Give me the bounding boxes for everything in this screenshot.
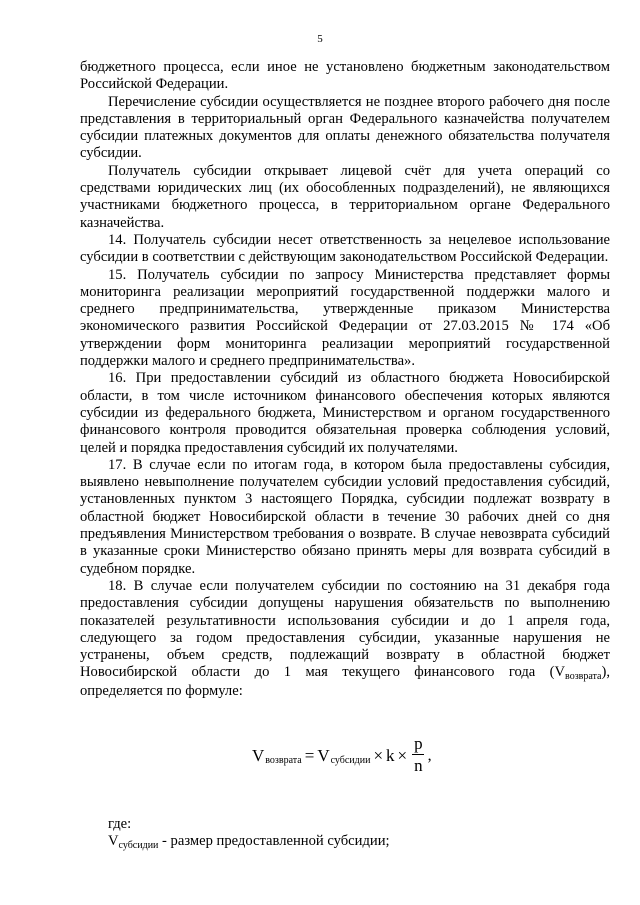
page-number: 5 — [317, 33, 323, 45]
formula-equals: = — [304, 746, 315, 766]
paragraph-transfer: Перечисление субсидии осуществляется не позднее второго рабочего дня после представления в территориальный орган Федерального казначейства получателем субсидии платежных документов для оплаты денежного обязательства получателя субсидии. — [80, 93, 610, 162]
formula-times-2: × — [397, 746, 408, 766]
formula-denominator: n — [414, 756, 423, 776]
formula-lhs-symbol: V — [252, 746, 265, 766]
paragraph-14: 14. Получатель субсидии несет ответственность за нецелевое использование субсидии в соответствии с действующим законодательством Российской Федерации. — [80, 231, 610, 266]
paragraph-17: 17. В случае если по итогам года, в котором была предоставлены субсидия, выявлено невыполнение получателем субсидии условий предоставления субсидий, установленных пунктом 3 настоящего Порядка, субсидии подлежат возврату в областной бюджет Новосибирской области в течение 30 рабочих дней со дня предъявления Министерством требования о возврате. В случае невозврата субсидий в указанные сроки Министерство обязано принять меры для возврата субсидий в судебном порядке. — [80, 456, 610, 577]
formula-block — [80, 726, 610, 794]
formula-numerator: p — [414, 734, 423, 754]
paragraph-18-text: 18. В случае если получателем субсидии по состоянию на 31 декабря года предоставления субсидии допущены нарушения обязательств по выполнению показателей результативности использования субсидии и до 1 апреля года, следующего за годом предоставления субсидии, указанные нарушения не устранены, объем средств, подлежащий возврату в областной бюджет Новосибирской области до 1 мая текущего финансового года (V — [80, 577, 610, 681]
formula-comma: , — [427, 747, 432, 765]
formula — [252, 726, 432, 786]
legend-item-symbol: V — [108, 833, 119, 850]
formula-v-subscript: субсидии — [330, 755, 371, 767]
legend-item-subscript: субсидии — [118, 840, 159, 852]
formula-v-symbol: V — [317, 746, 330, 766]
paragraph-continuation: бюджетного процесса, если иное не установлено бюджетным законодательством Российской Федерации. — [80, 59, 610, 93]
document-body — [80, 59, 610, 852]
legend-item-subsidy — [80, 833, 610, 851]
formula-fraction — [412, 735, 425, 776]
paragraph-18-subscript: возврата — [565, 671, 602, 683]
paragraph-account: Получатель субсидии открывает лицевой счёт для учета операций со средствами юридических лиц (их обособленных подразделений), не являющихся участниками бюджетного процесса, в территориальном органе Федерального казначейства. — [80, 162, 610, 231]
formula-times-1: × — [373, 746, 384, 766]
paragraph-15: 15. Получатель субсидии по запросу Министерства представляет формы мониторинга реализации мероприятий государственной поддержки малого и среднего предпринимательства, утвержденные приказом Министерства экономического развития Российской Федерации от 27.03.2015 № 174 «Об утверждении форм мониторинга реализации мероприятий государственной поддержки малого и среднего предпринимательства». — [80, 266, 610, 370]
paragraph-18 — [80, 578, 610, 700]
formula-lhs-subscript: возврата — [265, 755, 302, 767]
legend-item-text: - размер предоставленной субсидии; — [158, 833, 390, 850]
paragraph-18-tail: ), определяется по формуле: — [80, 664, 610, 699]
paragraph-16: 16. При предоставлении субсидий из областного бюджета Новосибирской области, в том числе источником финансового обеспечения которых являются субсидии из федерального бюджета, Министерством и органом государственного финансового контроля проводится обязательная проверка соблюдения условий, целей и порядка предоставления субсидий их получателями. — [80, 370, 610, 456]
legend-intro: где: — [108, 815, 132, 832]
formula-k: k — [386, 746, 395, 766]
